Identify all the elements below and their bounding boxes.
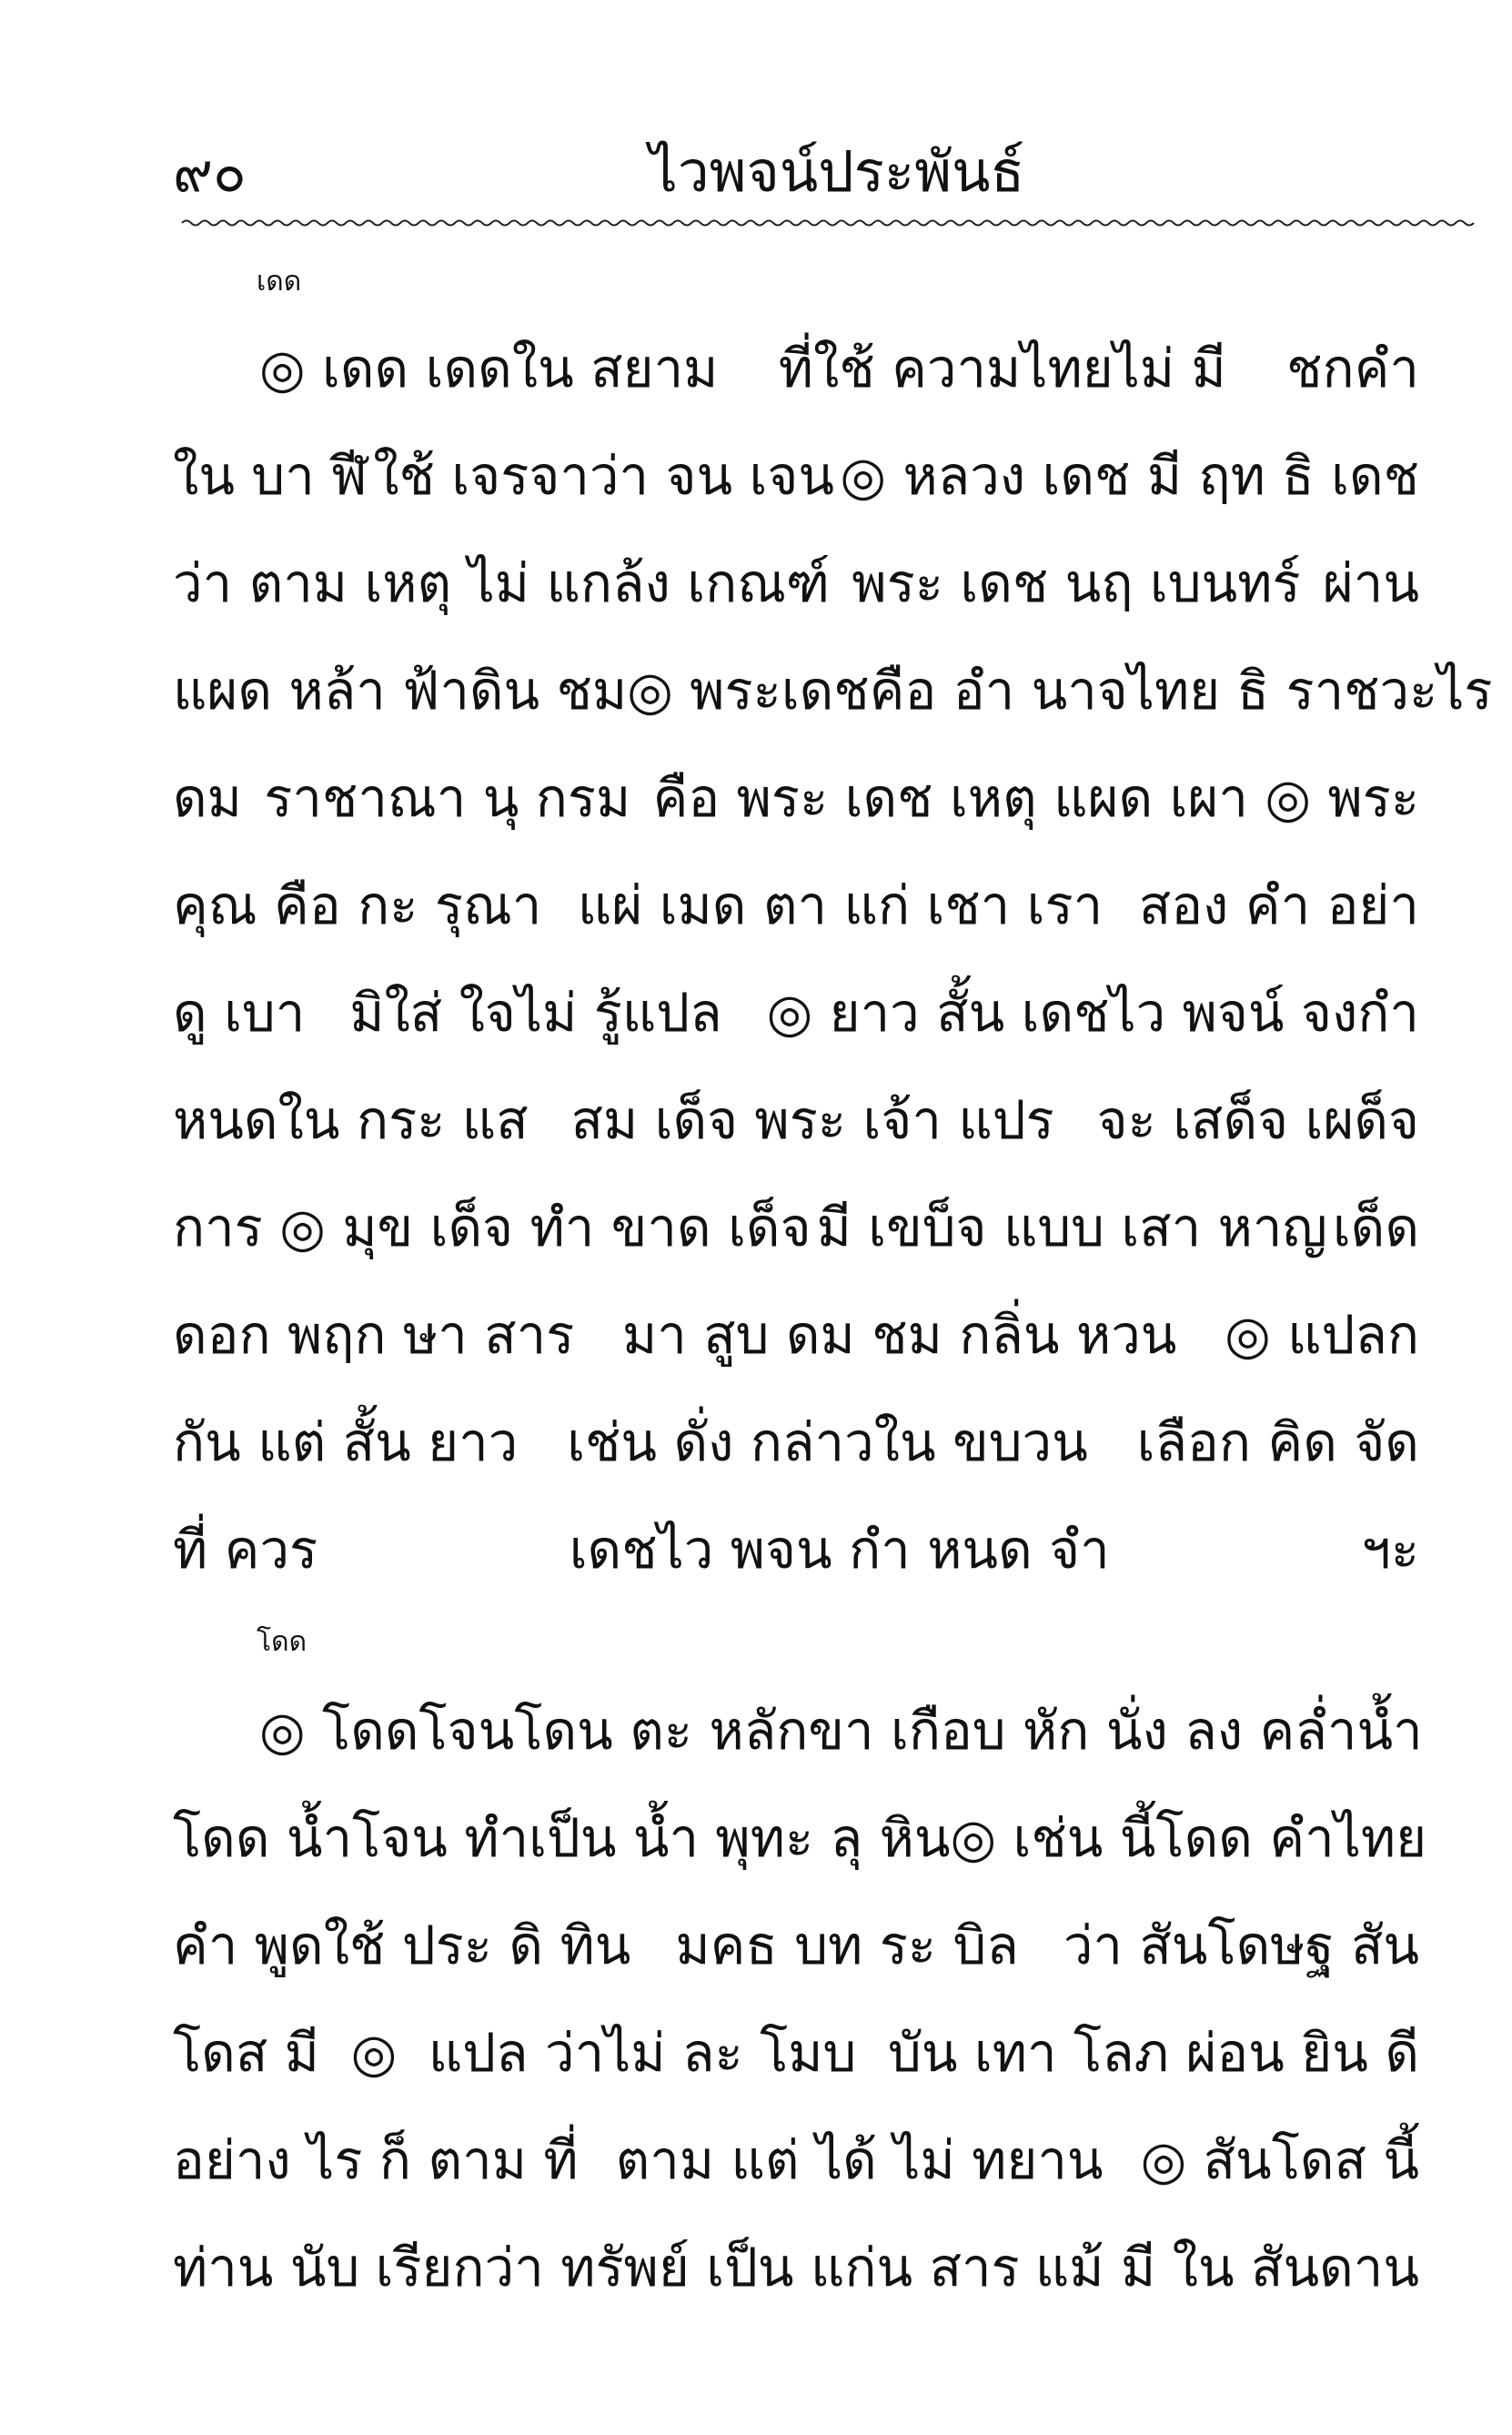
text-segment: ที่ใช้ ความไทยไม่ มี: [778, 338, 1226, 399]
text-segment: ผ่าน: [1322, 552, 1419, 614]
text-line: [173, 636, 1493, 745]
text-segment: เรียกว่า ทรัพย์ เป็น แก่น สาร: [375, 2237, 1020, 2299]
text-segment: ◎ เช่น นี้โดด คำไทย: [950, 1807, 1427, 1869]
text-line: [173, 1280, 1419, 1389]
text-segment: ◎ หลวง เดช มี ฤท ธิ เดช: [840, 445, 1419, 507]
text-segment: มี เขบ็จ แบบ เสา หาญ: [816, 1197, 1327, 1258]
text-segment: น้ำ: [1356, 1700, 1423, 1762]
text-segment: โดส มี: [173, 2022, 319, 2084]
text-segment: ราชาณา นุ กรม: [264, 767, 631, 829]
text-segment: เช่น ดั่ง กล่าวใน ขบวน: [567, 1411, 1088, 1473]
text-segment: เลือก คิด จัด: [1136, 1411, 1419, 1473]
text-line: [259, 314, 1419, 423]
text-segment: ขา เกือบ หัก นั่ง ลง คล่ำ: [808, 1700, 1357, 1762]
text-segment: คำ พูดใช้ ประ ดิ ทิน: [173, 1915, 631, 1976]
text-segment: พระ เดช นฤ เบนทร์: [852, 552, 1301, 614]
text-line: [173, 2106, 1419, 2215]
text-segment: จะ เสด็จ เผด็จ: [1096, 1089, 1419, 1151]
text-segment: มา สูบ ดม ชม กลิ่น หวน: [621, 1304, 1177, 1366]
text-line: [173, 851, 1419, 960]
text-segment: กัน แต่ สั้น ยาว: [173, 1411, 519, 1473]
text-segment: ไทย ธิ ราชวะไร: [1127, 660, 1493, 722]
text-segment: บัน เทา โลภ ผ่อน ยิน ดี: [888, 2022, 1419, 2084]
text-segment: คือ พระ เดช เหตุ แผด เผา ◎ พระ: [652, 767, 1419, 829]
text-segment: ตาม แต่ ได้ ไม่ ทยาน: [615, 2129, 1104, 2191]
text-segment: ดม: [173, 767, 242, 829]
text-segment: ใช้ เจรจาว่า จน เจน: [373, 445, 835, 507]
text-segment: สอง คำ อย่า: [1138, 874, 1419, 936]
text-segment: แปล ว่าไม่ ละ โมบ: [428, 2022, 857, 2084]
text-segment: ชกคำ: [1286, 338, 1419, 399]
section-heading: เดด: [257, 266, 302, 298]
text-segment: เด็ด: [1332, 1197, 1419, 1258]
text-segment: ◎ แปลก: [1225, 1304, 1419, 1366]
text-line: [173, 958, 1419, 1067]
text-segment: ว่า สันโดษฐ สัน: [1063, 1915, 1419, 1976]
text-segment: ◎ สันโดส นี้: [1140, 2129, 1419, 2191]
text-line: [173, 1998, 1419, 2107]
text-line: [173, 421, 1419, 530]
text-line: [173, 1891, 1419, 2000]
text-line: [259, 1676, 1423, 1785]
text-segment: ◎ โดดโจนโดน ตะ หลัก: [259, 1700, 809, 1762]
text-segment: ดู เบา: [173, 982, 306, 1044]
text-segment: แผด หล้า ฟ้าดิน ชม: [173, 660, 628, 722]
page-number: ๙๐: [173, 141, 247, 205]
text-line: [173, 1783, 1427, 1893]
text-segment: ว่า ตาม เหตุ ไม่ แกล้ง เกณฑ์: [173, 552, 831, 614]
text-segment: ◎ ยาว สั้น เดชไว พจน์ จงกำ: [766, 982, 1419, 1044]
text-line: [173, 1495, 1419, 1604]
text-segment: ใน บา ฬี: [173, 445, 368, 507]
text-segment: ◎ พระเดชคือ อำ นาจ: [627, 660, 1128, 722]
text-segment: แม้ มี ใน สันดาน: [1034, 2237, 1419, 2299]
text-segment: ที่ ควร: [173, 1519, 318, 1581]
text-segment: โดด น้ำโจน ทำ: [173, 1807, 529, 1869]
text-segment: เดชไว พจน กำ หนด จำ: [569, 1519, 1110, 1581]
text-segment: ฯะ: [1361, 1519, 1419, 1581]
text-segment: คุณ คือ กะ รุณา: [173, 874, 542, 936]
text-segment: ◎: [350, 2022, 398, 2084]
text-segment: ดอก พฤก ษา สาร: [173, 1304, 575, 1366]
section-heading: โดด: [257, 1626, 307, 1658]
text-segment: อย่าง ไร ก็ ตาม ที่: [173, 2129, 579, 2191]
text-line: [173, 529, 1419, 638]
text-segment: มิใส่ ใจไม่ รู้แปล: [349, 982, 722, 1044]
running-title: ไวพจน์ประพันธ์: [649, 138, 1025, 205]
text-segment: แผ่ เมด ตา แก่ เชา เรา: [577, 874, 1104, 936]
header-rule: [182, 217, 1419, 229]
text-line: [173, 1173, 1419, 1282]
text-line: [173, 743, 1419, 853]
text-segment: ◎ เดด เดดใน สยาม: [259, 338, 719, 399]
text-segment: สม เด็จ พระ เจ้า แปร: [570, 1089, 1054, 1151]
text-segment: หนดใน กระ แส: [173, 1089, 529, 1151]
text-segment: มคธ บท ระ บิล: [675, 1915, 1019, 1976]
text-line: [173, 1066, 1419, 1175]
text-line: [173, 2213, 1419, 2322]
text-segment: การ ◎ มุข เด็จ ทำ ขาด เด็จ: [173, 1197, 811, 1258]
text-segment: เป็น น้ำ พุทะ ลุ หิน: [529, 1807, 951, 1869]
text-line: [173, 1388, 1419, 1497]
text-segment: ท่าน นับ: [173, 2237, 360, 2299]
